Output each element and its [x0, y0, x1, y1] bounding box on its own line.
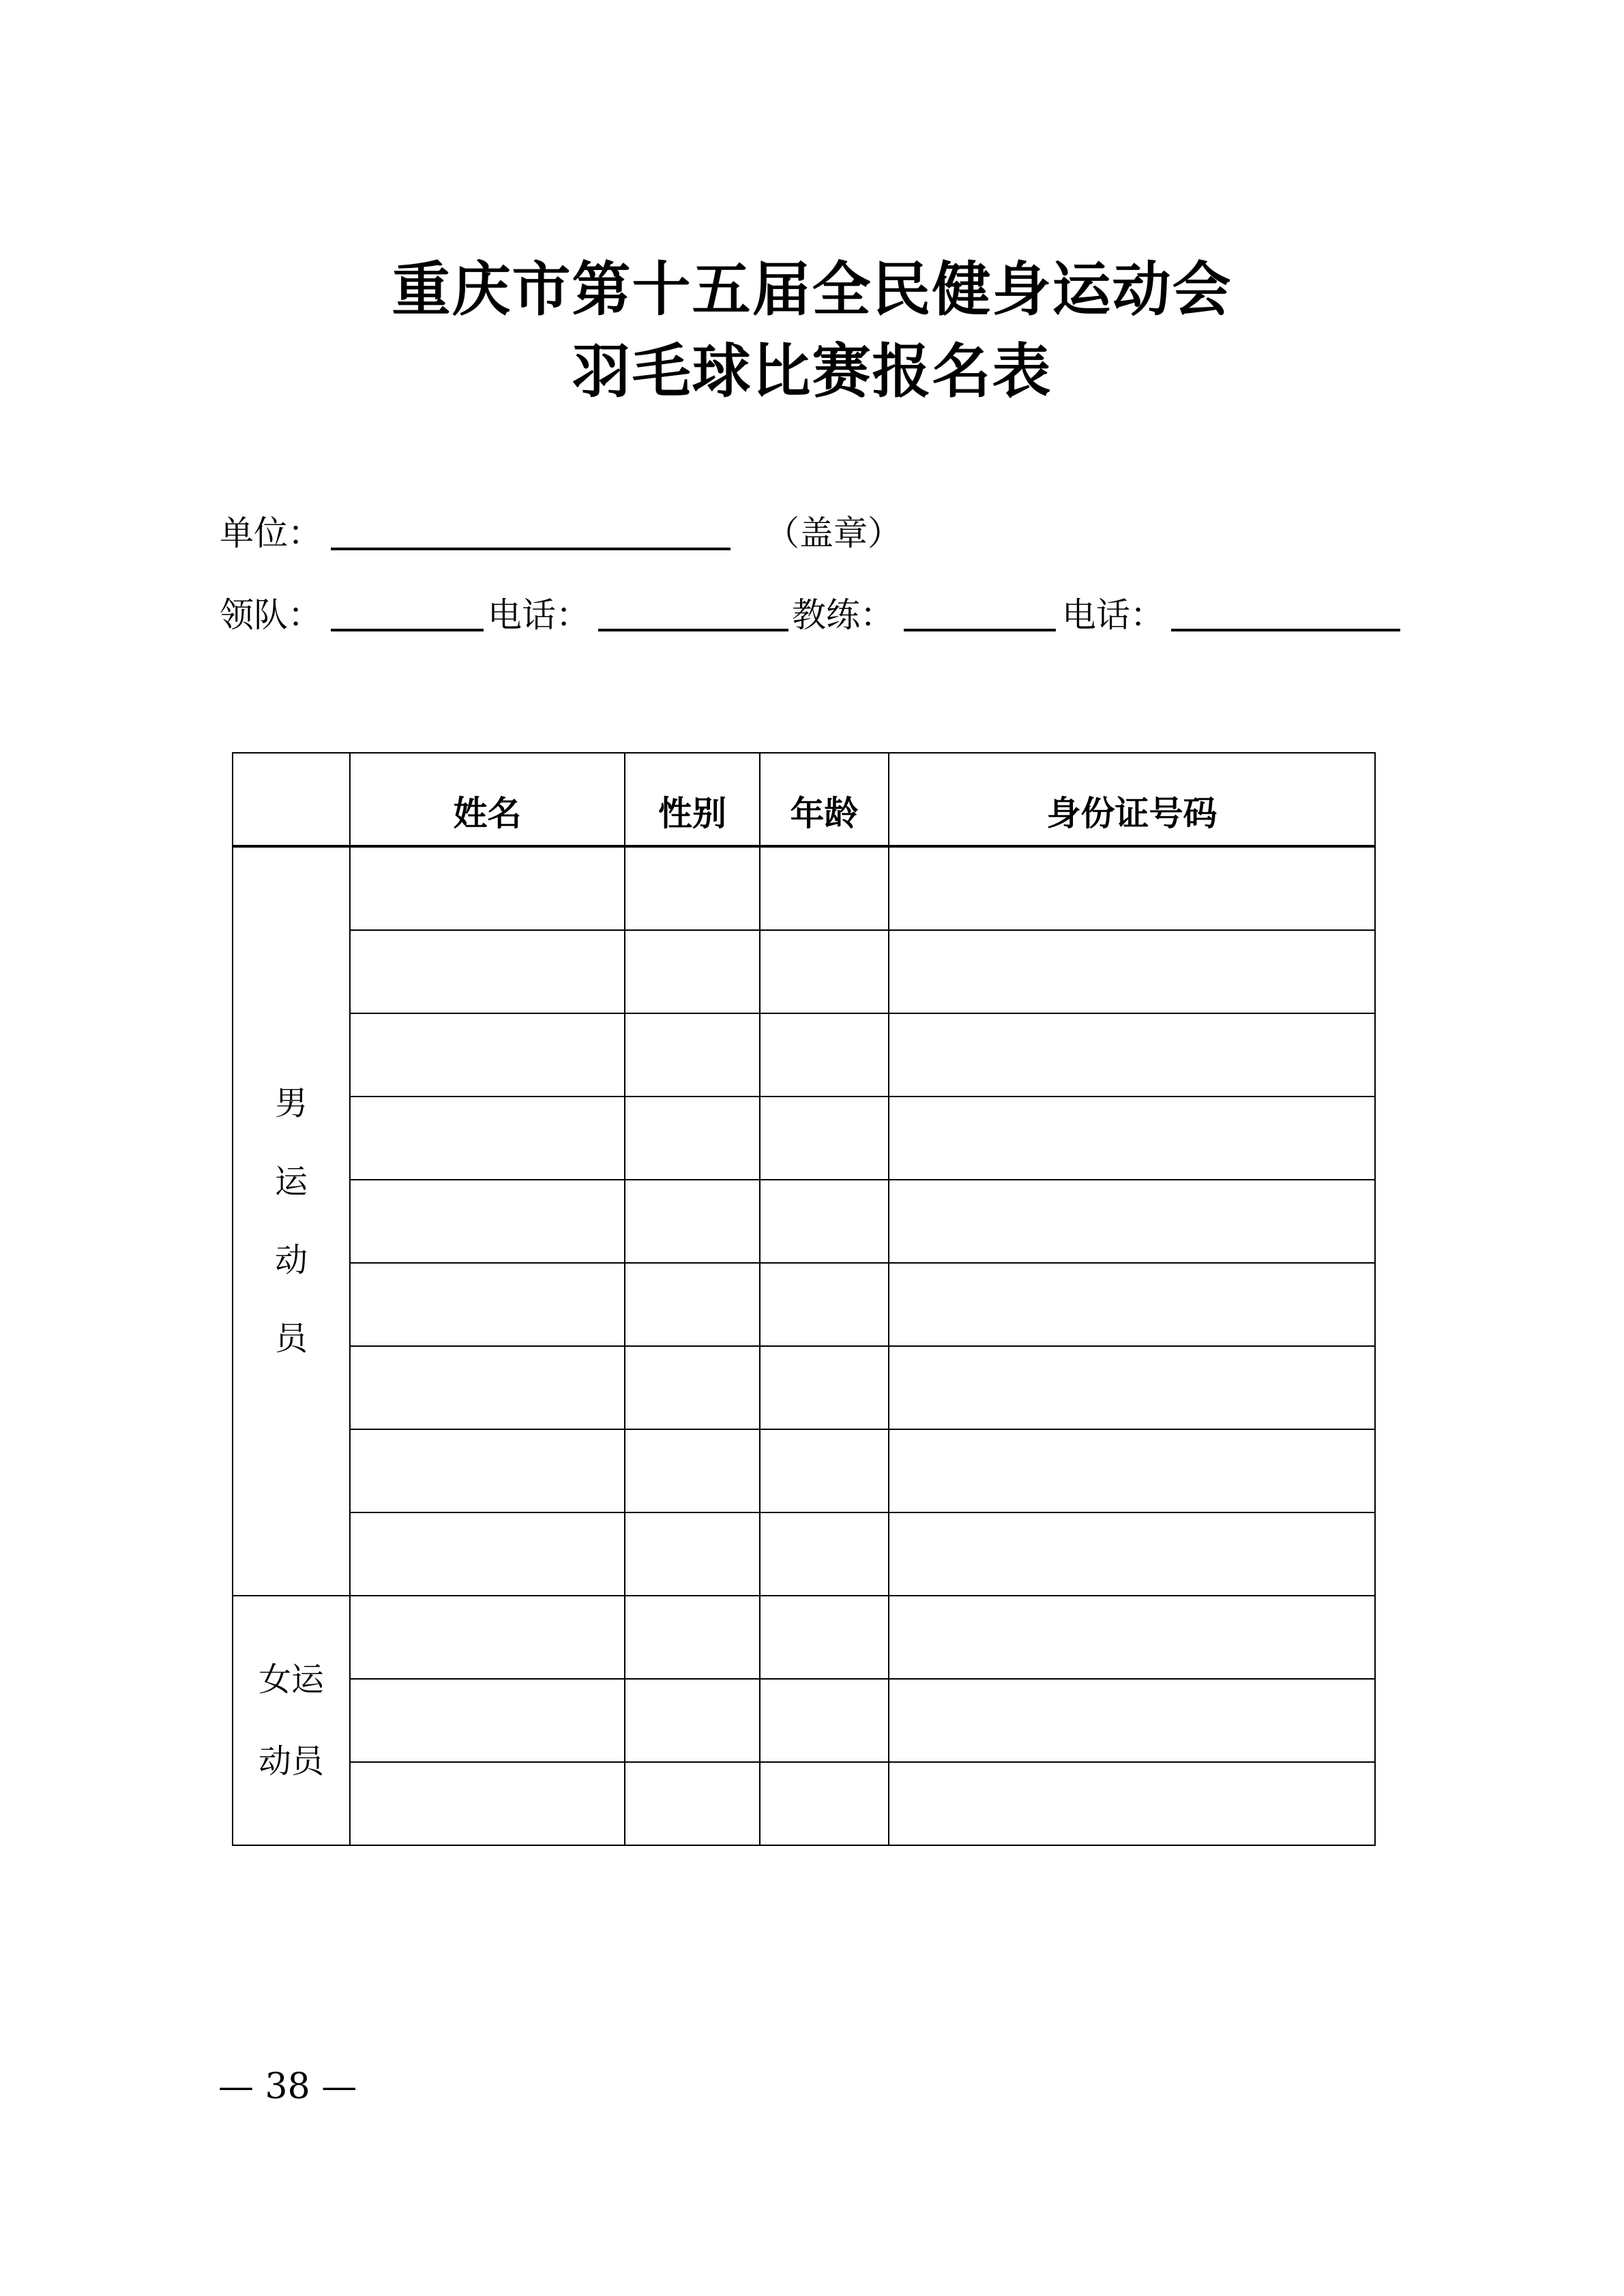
coach-label: 教练：: [792, 595, 894, 635]
leader-phone-label: 电话：: [488, 595, 590, 635]
title-line2: 羽毛球比赛报名表: [572, 337, 1052, 406]
id-cell[interactable]: [889, 930, 1375, 1013]
name-cell[interactable]: [350, 1346, 625, 1429]
leader-label: 领队：: [220, 595, 322, 635]
id-cell[interactable]: [889, 1180, 1375, 1263]
table-row: [233, 846, 1375, 930]
table-row: [233, 1346, 1375, 1429]
age-cell[interactable]: [760, 1429, 889, 1512]
id-cell[interactable]: [889, 1762, 1375, 1845]
gender-cell[interactable]: [625, 1346, 760, 1429]
table-row: [233, 930, 1375, 1013]
id-cell[interactable]: [889, 1013, 1375, 1097]
age-cell[interactable]: [760, 1762, 889, 1845]
gender-cell[interactable]: [625, 1180, 760, 1263]
name-cell[interactable]: [350, 1512, 625, 1596]
age-cell[interactable]: [760, 1596, 889, 1679]
title-line1: 重庆市第十五届全民健身运动会: [392, 255, 1232, 324]
header-id-number: 身份证号码: [889, 753, 1375, 846]
name-cell[interactable]: [350, 930, 625, 1013]
age-cell[interactable]: [760, 1346, 889, 1429]
name-cell[interactable]: [350, 1180, 625, 1263]
name-cell[interactable]: [350, 1263, 625, 1346]
seal-label: （盖章）: [765, 513, 902, 553]
table-row: [233, 1263, 1375, 1346]
id-cell[interactable]: [889, 1346, 1375, 1429]
gender-cell[interactable]: [625, 1097, 760, 1180]
male-label-char: 动: [274, 1241, 308, 1279]
name-cell[interactable]: [350, 1762, 625, 1845]
female-label-line: 动员: [258, 1742, 324, 1780]
header-gender: 性别: [625, 753, 760, 846]
age-cell[interactable]: [760, 1679, 889, 1762]
gender-cell[interactable]: [625, 1013, 760, 1097]
table-row: [233, 1679, 1375, 1762]
age-cell[interactable]: [760, 1263, 889, 1346]
male-athletes-label: [233, 846, 350, 1596]
leader-field[interactable]: [331, 629, 484, 631]
male-label-char: 男: [274, 1084, 308, 1122]
header-blank: [233, 753, 350, 846]
age-cell[interactable]: [760, 1097, 889, 1180]
gender-cell[interactable]: [625, 1512, 760, 1596]
male-label-char: 员: [274, 1320, 308, 1358]
name-cell[interactable]: [350, 1097, 625, 1180]
table-row: [233, 1762, 1375, 1845]
age-cell[interactable]: [760, 1180, 889, 1263]
gender-cell[interactable]: [625, 1429, 760, 1512]
table-row: [233, 1596, 1375, 1679]
id-cell[interactable]: [889, 1097, 1375, 1180]
gender-cell[interactable]: [625, 1596, 760, 1679]
unit-label: 单位：: [220, 513, 322, 553]
table-row: [233, 1097, 1375, 1180]
id-cell[interactable]: [889, 1263, 1375, 1346]
unit-field[interactable]: [331, 548, 730, 550]
female-athletes-label: [233, 1596, 350, 1845]
name-cell[interactable]: [350, 1679, 625, 1762]
id-cell[interactable]: [889, 846, 1375, 930]
table-row: [233, 1013, 1375, 1097]
gender-cell[interactable]: [625, 1762, 760, 1845]
leader-phone-field[interactable]: [598, 629, 788, 631]
gender-cell[interactable]: [625, 846, 760, 930]
header-age: 年龄: [760, 753, 889, 846]
age-cell[interactable]: [760, 930, 889, 1013]
page-number: — 38 —: [218, 2066, 357, 2107]
registration-table: [232, 752, 1376, 1846]
table-row: [233, 1512, 1375, 1596]
name-cell[interactable]: [350, 1429, 625, 1512]
coach-phone-field[interactable]: [1171, 629, 1400, 631]
id-cell[interactable]: [889, 1679, 1375, 1762]
gender-cell[interactable]: [625, 930, 760, 1013]
age-cell[interactable]: [760, 1512, 889, 1596]
male-label-char: 运: [274, 1163, 308, 1201]
coach-field[interactable]: [904, 629, 1056, 631]
name-cell[interactable]: [350, 1013, 625, 1097]
name-cell[interactable]: [350, 846, 625, 930]
female-label-line: 女运: [258, 1660, 324, 1699]
table-row: [233, 1180, 1375, 1263]
age-cell[interactable]: [760, 846, 889, 930]
header-name: 姓名: [350, 753, 625, 846]
coach-phone-label: 电话：: [1062, 595, 1164, 635]
name-cell[interactable]: [350, 1596, 625, 1679]
gender-cell[interactable]: [625, 1679, 760, 1762]
table-row: [233, 1429, 1375, 1512]
id-cell[interactable]: [889, 1429, 1375, 1512]
age-cell[interactable]: [760, 1013, 889, 1097]
id-cell[interactable]: [889, 1512, 1375, 1596]
id-cell[interactable]: [889, 1596, 1375, 1679]
gender-cell[interactable]: [625, 1263, 760, 1346]
